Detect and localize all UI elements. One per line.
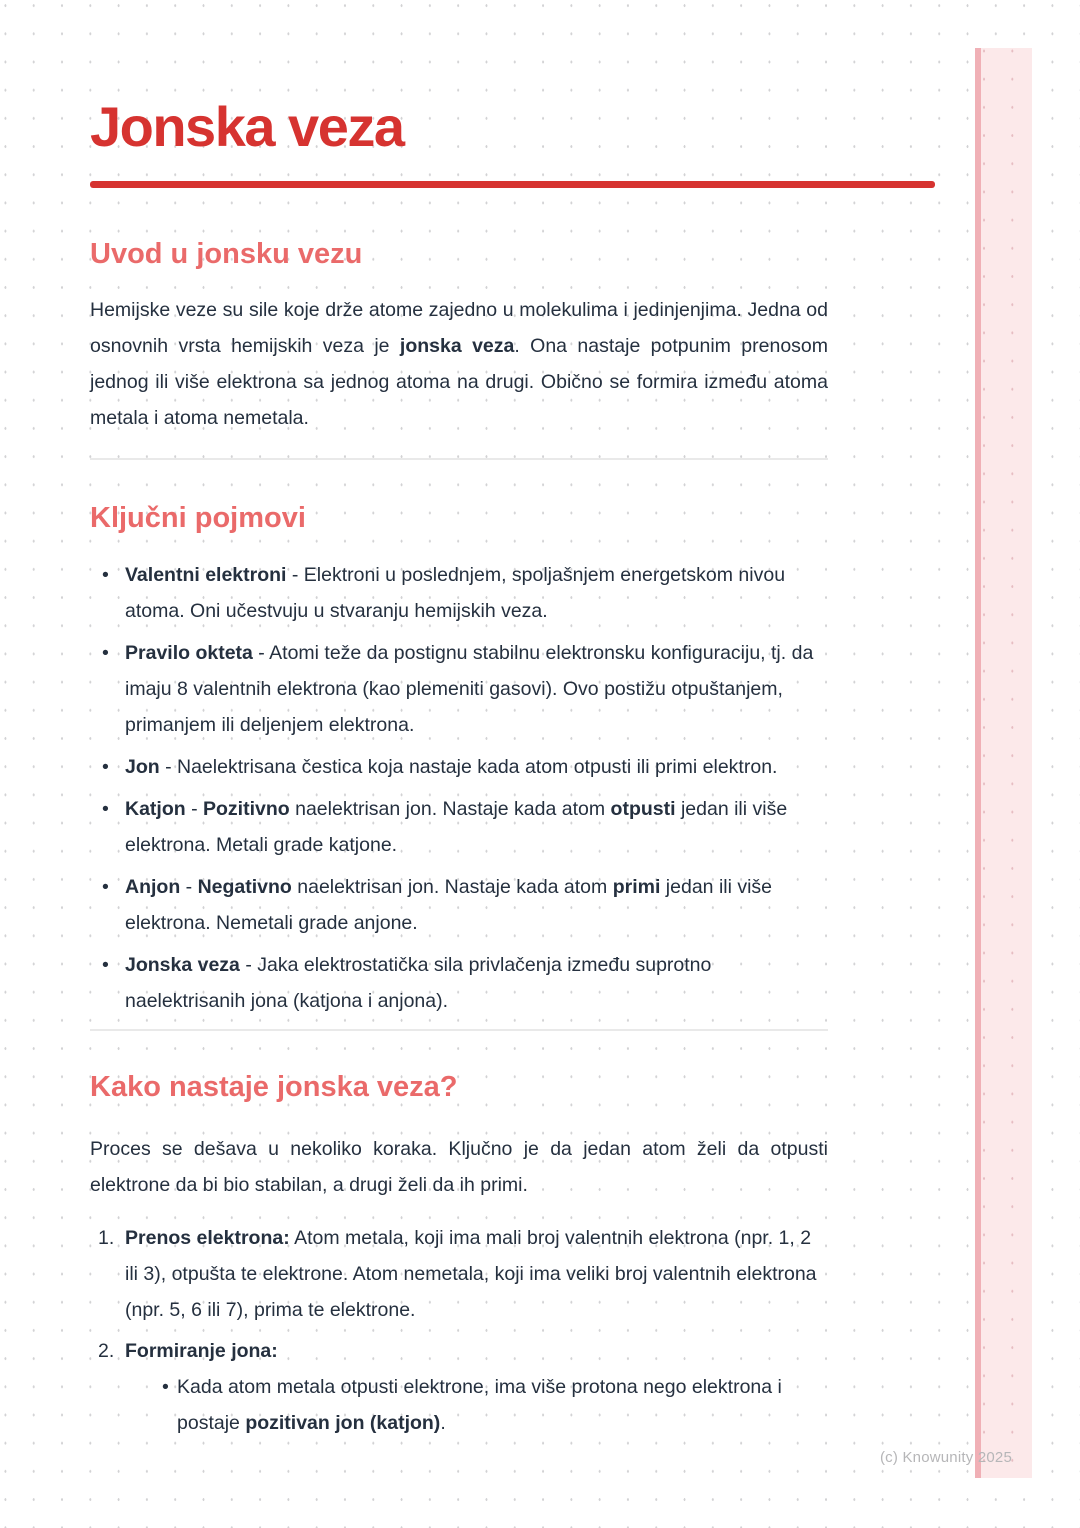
step-text: Prenos elektrona: Atom metala, koji ima mali broj valentnih elektrona (npr. 1, 2 ili 3), otpušta te elektrone. Atom nemetala, koji ima veliki broj valentnih elektrona (npr. 5, 6 ili 7), prima te elektrone. [125, 1227, 817, 1321]
step-number: 1. [98, 1227, 115, 1249]
list-item-anjon: • Anjon - Negativno naelektrisan jon. Nastaje kada atom primi jedan ili više elektrona. Nemetali grade anjone. [90, 869, 828, 941]
step-number: 2. [98, 1340, 115, 1362]
intro-paragraph: Hemijske veze su sile koje drže atome zajedno u molekulima i jedinjenjima. Jedna od osnovnih vrsta hemijskih veza je jonska veza. Ona nastaje potpunim prenosom jednog ili više elektrona sa jednog atoma na drugi. Obično se formira između atoma metala i atoma nemetala. [90, 299, 828, 429]
formation-steps-list [90, 1220, 828, 1441]
formation-substeps-list [125, 1369, 828, 1441]
key-terms-list [90, 557, 828, 1019]
section-heading-key-terms: Ključni pojmovi [90, 502, 306, 534]
step-prenos-elektrona [90, 1220, 828, 1328]
title-underline-rule [90, 181, 935, 188]
list-item-valentni-elektroni: • Valentni elektroni - Elektroni u poslednjem, spoljašnjem energetskom nivou atoma. Oni učestvuju u stvaranju hemijskih veza. [90, 557, 828, 629]
list-item-jon: • Jon - Naelektrisana čestica koja nastaje kada atom otpusti ili primi elektron. [90, 749, 828, 785]
list-item-jonska-veza: • Jonska veza - Jaka elektrostatička sila privlačenja između suprotno naelektrisanih jona (katjona i anjona). [90, 947, 828, 1019]
page-title: Jonska veza [90, 95, 404, 158]
list-item-katjon: • Katjon - Pozitivno naelektrisan jon. Nastaje kada atom otpusti jedan ili više elektrona. Metali grade katjone. [90, 791, 828, 863]
main-content [90, 0, 828, 1446]
list-item-pravilo-okteta: • Pravilo okteta - Atomi teže da postignu stabilnu elektronsku konfiguraciju, tj. da imaju 8 valentnih elektrona (kao plemeniti gasovi). Ovo postižu otpuštanjem, primanjem ili deljenjem elektrona. [90, 635, 828, 743]
footer-credit: (c) Knowunity 2025 [879, 1449, 1012, 1466]
section-heading-formation: Kako nastaje jonska veza? [90, 1071, 458, 1103]
step-formiranje-jona [90, 1333, 828, 1441]
section-divider [90, 458, 828, 460]
section-heading-intro: Uvod u jonsku vezu [90, 238, 363, 270]
right-margin-stripe [975, 48, 1032, 1478]
substep-katjon: • Kada atom metala otpusti elektrone, ima više protona nego elektrona i postaje pozitivan jon (katjon). [125, 1369, 828, 1441]
formation-paragraph: Proces se dešava u nekoliko koraka. Ključno je da jedan atom želi da otpusti elektrone da bi bio stabilan, a drugi želi da ih primi. [90, 1138, 828, 1196]
section-divider [90, 1029, 828, 1031]
step-text: Formiranje jona: [125, 1340, 278, 1362]
